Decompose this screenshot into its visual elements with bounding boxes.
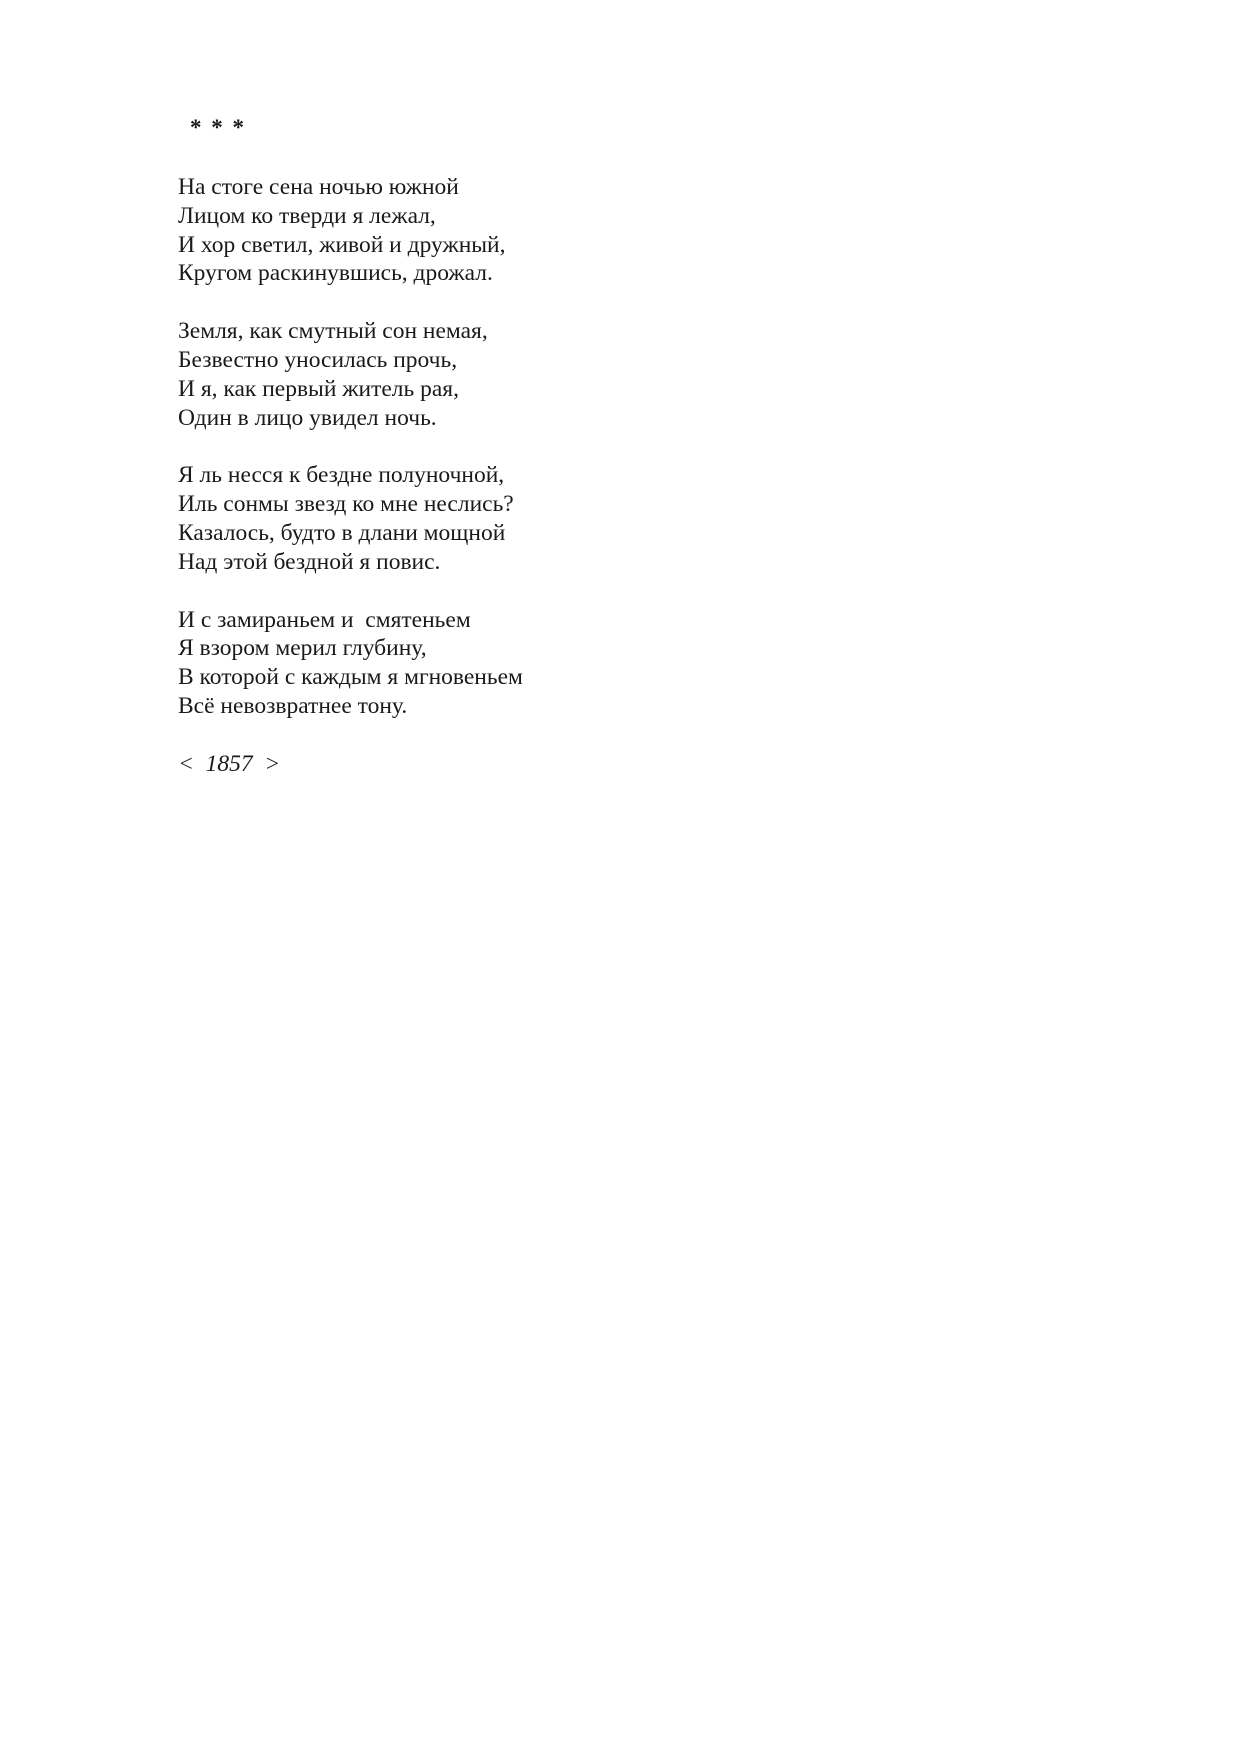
poem-date: < 1857 > (178, 750, 281, 777)
poem-line: Земля, как смутный сон немая, (178, 318, 488, 345)
poem-line: Казалось, будто в длани мощной (178, 519, 506, 546)
stanza-4 (178, 606, 878, 721)
stanza-2 (178, 317, 878, 432)
poem-line: Я ль несся к бездне полуночной, (178, 462, 505, 489)
stanza-1 (178, 173, 878, 288)
poem-line: Кругом раскинувшись, дрожал. (178, 260, 493, 287)
poem (178, 114, 878, 779)
poem-line: Безвестно уносилась прочь, (178, 346, 458, 373)
stanza-3 (178, 461, 878, 576)
poem-line: И хор светил, живой и дружный, (178, 231, 506, 258)
poem-line: В которой с каждым я мгновеньем (178, 664, 523, 691)
poem-line: И я, как первый житель рая, (178, 375, 459, 402)
poem-heading: * * * (190, 115, 246, 140)
poem-line: Лицом ко тверди я лежал, (178, 202, 436, 229)
poem-line: И с замираньем и смятеньем (178, 606, 471, 633)
poem-line: На стоге сена ночью южной (178, 174, 459, 200)
poem-line: Над этой бездной я повис. (178, 548, 441, 575)
poem-line: Один в лицо увидел ночь. (178, 404, 437, 431)
poem-line: Всё невозвратнее тону. (178, 692, 408, 719)
poem-line: Я взором мерил глубину, (178, 635, 427, 662)
poem-line: Иль сонмы звезд ко мне неслись? (178, 491, 514, 518)
